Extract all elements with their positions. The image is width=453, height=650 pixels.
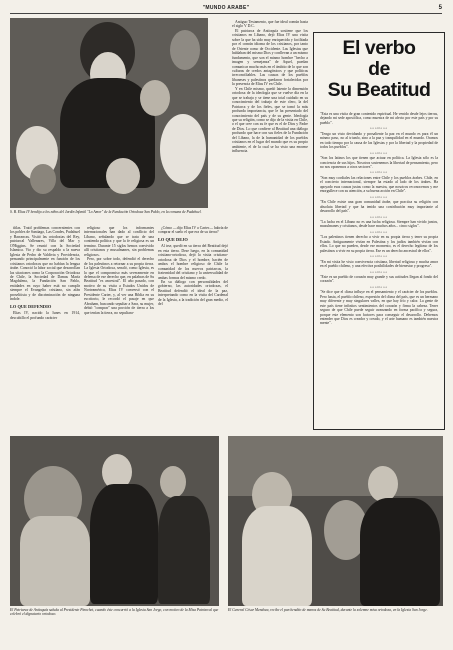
article-paragraph: Elias IV, nacido la Iunes en 1914, descubillo el profundo carácter [10, 311, 80, 320]
quote: "En Chile existe una gran comunidad árabe, que practica su religión con absoluta libertad y que ha tenido una contribución muy importante al desarrollo del país". [320, 200, 438, 214]
article-column-3 [158, 226, 228, 430]
quote: "Son los latinos los que tienen que actuar en política. La Iglesia sólo es la conciencia de sus hijos. Nosotros sostenemos la libertad de pensamiento, pero no nos oponemos a otros sectores". [320, 156, 438, 169]
quote-separator: oooOooo [369, 229, 389, 234]
article-paragraph: ¿Cómo —dijo Elías IV a Carter— habría de comprar el suelo el que era de su tierra? [158, 226, 228, 235]
sidebar-title [318, 38, 440, 101]
sidebar-title-line: de [368, 58, 390, 80]
quote-separator: oooOooo [369, 194, 389, 199]
quote: "Los palestinos tienen derecho a vivir en su propia tierra y tener su propia Estado. Antiguamente vivían en Palestina y los judíos también vivían con ellos. Lo que no pueden, desde ese momento, es el derecho legítimo de los palestinos a vivir en su propia tierra. Ese es un derecho ancestral de ellos". [320, 235, 438, 253]
quote-separator: oooOooo [369, 170, 389, 175]
article-column-4 [232, 20, 308, 430]
article-paragraph: El patriarca de Antioquía sostiene que los cristianos en Líbano, dejó Elias IV una visita sobre la que ha sido muy enriquecida y facilitada por el común idioma de los cristianos, por tanto de Oriente como de Occidente. Las Iglesias que hablaban del mismo Dios y conllevan a un mismo fundamento, que son el mismo hombre "hecho a imagen y semejanza" de Aquel, puedan comunicar mucho más en el ámbito de lo que son culturas de credos antagónicos y que políticas irreconciliables. Las causas de los pueblos libaneses y palestinos quedaron fortalecidas por la presencia de Elias IV en Chile. [232, 28, 308, 87]
sidebar-quotes [320, 112, 438, 424]
article-paragraph: religioso que los informantes internacionales han dado al conflicto del Líbano, señalando que se trata de una contienda política y que la fe religiosa es un termino. Durante 15 siglos hemos convivido allí cristianos y musulmanes, sin problemas religiosos. [84, 226, 154, 257]
subhead-lo-que-dejo: LO QUE DEJO [158, 236, 188, 242]
bottom-left-photo-caption: El Patriarca de Antioquía saluda al Presidente Pinochet, cuando éste concurrió a la Iglesia San Jorge, con motivo de la Misa Patriarcal que celebró el dignatario ortodoxo. [10, 608, 219, 617]
sidebar-title-line: Su Beatitud [327, 79, 431, 101]
article-paragraph: Al irse, quedó en su tierra del Beatitud dejó en esta tierra. Dese luego, en la comunidad cristiano-ortodoxa, dejó la visita cristiano-ortodoxa de Dios y el hombre, hacién de ambos el hombre religioso de Chile la comunidad de los nuevos patriarcas, la fraternidad del cristiano y la universalidad de ambas formas del mismo credo. [158, 244, 228, 280]
page-header [10, 5, 442, 17]
quote: "La lucha en el Líbano no es una lucha religiosa. Siempre han vivido juntos, musulmanes y cristianos, desde hace muchos años... cinco siglos". [320, 219, 438, 229]
page-number: 5 [438, 5, 442, 11]
bottom-right-photo [228, 436, 443, 606]
publication-title: "MUNDO ARABE" [202, 5, 250, 11]
quote-separator: oooOooo [369, 126, 389, 131]
quote: "Se dice que el clima influye en el pensamiento y el carácter de los pueblos. Pero hasta, el pueblo chileno, expresión del clima del país, que es un hermano muy diferente y muy singulares valles, en que hay frío y calor. La gente de este país tiene infinitos sentimientos del corazón y firma la cabeza. Tener seguro de que Chile puede seguir avanzando en forma pacífica y segura, porque este elemento son factores para conseguir el desarrollo. Debemos entender que Dios es creador y creado, y el arte humano es también nuestra mente". [320, 290, 438, 326]
article-column-1 [10, 226, 80, 430]
bottom-right-photo-caption: El General César Mendoza, recibe el pan bendito de manos de Su Beatitud, durante la solemne misa ortodoxa, en la Iglesia San Jorge. [228, 608, 428, 612]
quote-separator: oooOooo [369, 150, 389, 155]
quote: "Tengo un visto devidando y prosaliente la paz en el mundo es para él un mismo paso, no al triunfo, sino a la paz y tranquilidad en el mundo. Oramos en todo tiempo por la causa de las Iglesias y por la libertad y la propiedad de todos los pueblos". [320, 131, 438, 150]
top-photo [10, 18, 208, 208]
article-paragraph: títlas. Tratd problemas concernientes con los pobles de Santiago, Las Condes, Pudahuel y Barrancas. Visitó las ortodoxias del Rey, patriarcal Vallenares, Villa del Mar y O'Higgins. Se reunió con la Sociedad Islamica. Vio y dio su respaldo a la nueva Iglesia de Pedro de Valdivia y Providencia, pensando principalmente en función de los cristianos ortodoxos que no habían la lengua árabe. Conoció la labor social que desarrollan las sitaciones como la Corporación Ortodoxa de Chile, la Sociedad de Damas María Magdalena, la Fundación San Pablo, entidades en cuyo haber está no cumplir siempre el Evangelio cristiano, sin afán proselitista y de discriminación de ninguna índole. [10, 226, 80, 302]
top-photo-caption: S. B. Elias IV bendijo a los niños del Jardín Infantil "Lo Amor" de la Fundación Ortodoxa San Pablo, en la comuna de Pudahuel. [10, 210, 202, 214]
quote: "Esta es una visita de gran contenido espiritual. He venido desde lejos tierras, dejando mi sede apostólica, como muestra de mi afecto por este país y por su pueblo". [320, 112, 438, 125]
sidebar-title-line: El verbo [342, 37, 416, 59]
quote: "En mi visita he visto convivencia cristiana, libertad religiosa y mucha amor en el pueblo chileno, y una efectiva posibilidades de bienestar y progreso". [320, 259, 438, 269]
article-paragraph: Y en Chile mismo, quedó latente la dimensión ortodoxa de la ideología que se vuelve día en la que se trabaja y se tiene una total cuidado en su conocimiento del trabajo de este clero, la del Patriarca y de los fieles, que se tomó la más profunda importancia, que le ha presentado del conocimiento del país y de su gente. Ideología que su religión, como se dijo de la visita en Chile, o el que cree con su fe que es el de Dios y Padre de Dios. Lo que confiere al Beatitud una diálogo profundo que hace con sus fieles de la Fundación del Líbano, la de la humanidad de los pueblos cristianos en el lugar del mundo que es su propio ambiente, el de la cual se ha visto una enorme influencia. [232, 86, 308, 154]
quote: "Son muy cordiales las relaciones entre Chile y los pueblos árabes. Chile, en el concierto internacional, siempre ha estado al lado de los árabes. Ha apoyado esas causas justas como la nuestra, que nosotros reconocemos y me enorgullece con su atención, a su buena acción en Chile". [320, 175, 438, 194]
article-paragraph: Antiguo Testamento, que fue ideal común hasta el siglo V D.C. [232, 20, 308, 29]
quote-separator: oooOooo [369, 269, 389, 274]
quote-separator: oooOooo [369, 284, 389, 289]
quote-separator: oooOooo [369, 254, 389, 259]
quote: "Este es un pueblo de corazón muy grande y sus actitudes llegan al fondo del corazón". [320, 274, 438, 284]
article-column-2 [84, 226, 154, 430]
article-paragraph: Pero, por sobre todo, defendió el derecho de los palestinos a retornar a su propia tierra. La Iglesia Ortodoxa, senaló, como Iglesia, es la que el compromiso más severamente en defensa de ese derecho que, en palabras de Su Beatitud "es ancestral". El año pasado, con motivo de su visita a Estados Unidos de Norteamérica, Elias IV conversó con el Presidente Carter, y, al ver una Biblia en su escritorio, le recordó el pasaje en que Abraham, buscando sepultar a Sara, su mujer, debió "comprar" una porción de tierra a los que tenían la tierra, no sepultara- [84, 257, 154, 315]
quote-separator: oooOooo [369, 214, 389, 219]
bottom-left-photo [10, 436, 219, 606]
subhead-lo-que-defendio: LO QUE DEFENDIO [10, 303, 52, 309]
header-rule [10, 13, 442, 14]
article-paragraph: En su diálogo con personalidades del gobierno, las autoridades ortodoxas, el Beatitud defendió el ideal de la paz, interpretando como en la visita del Cardenal de la Iglesia, a la tradición del gran medio, el del [158, 279, 228, 307]
